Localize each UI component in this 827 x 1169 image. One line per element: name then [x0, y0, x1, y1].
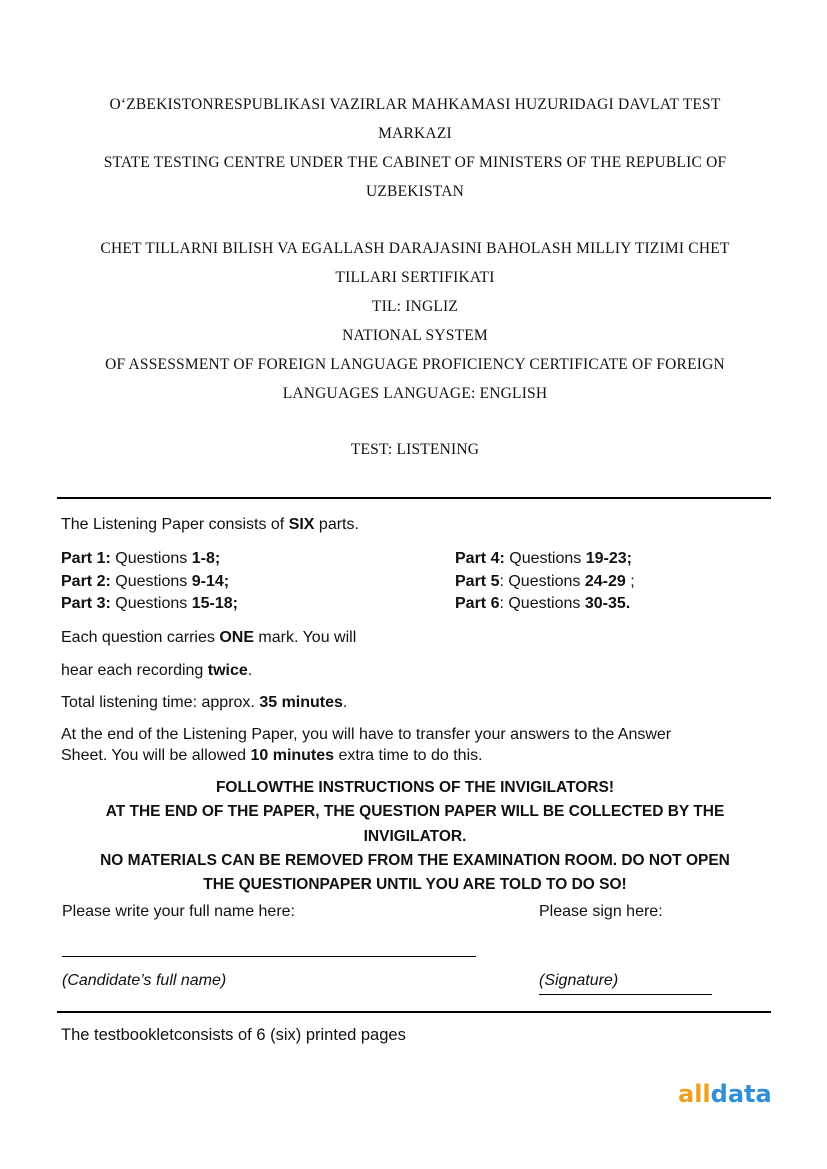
- part-range: 30-35.: [584, 595, 631, 612]
- part-text: Questions: [110, 572, 192, 590]
- transfer-info: [61, 724, 771, 766]
- twice-suffix: .: [247, 662, 253, 679]
- part-label: Part 6: [455, 595, 500, 612]
- transfer-time: 10 minutes: [250, 747, 335, 764]
- parts-column-left: [61, 548, 238, 616]
- test-title-block: [50, 435, 780, 464]
- part-item: [61, 548, 238, 571]
- intro-suffix: parts.: [314, 516, 359, 533]
- marks-value: ONE: [219, 629, 254, 646]
- part-item: [61, 593, 238, 616]
- intro-part-count: SIX: [288, 516, 315, 533]
- part-range: 1-8;: [191, 550, 221, 567]
- recording-info: [61, 661, 252, 681]
- marks-info: [61, 628, 356, 648]
- invigilator-warnings: [60, 776, 770, 897]
- twice-value: twice: [207, 662, 248, 679]
- twice-prefix: hear each recording: [61, 662, 208, 679]
- marks-prefix: Each question carries: [61, 629, 220, 646]
- header-en-line-2: UZBEKISTAN: [365, 183, 465, 200]
- header-uz-line-2: MARKAZI: [378, 125, 452, 142]
- part-text: : Questions: [499, 595, 585, 612]
- part-item: [61, 571, 238, 594]
- cert-line-1: CHET TILLARNI BILISH VA EGALLASH DARAJASINI BAHOLASH MILLIY TIZIMI CHET: [100, 240, 730, 257]
- transfer-suffix: extra time to do this.: [334, 747, 483, 764]
- part-range: 19-23;: [585, 550, 632, 567]
- part-tail: ;: [625, 572, 635, 590]
- alldata-logo: [678, 1080, 772, 1108]
- part-label: Part 2:: [61, 572, 111, 590]
- bottom-divider: [57, 1011, 771, 1013]
- signature-caption: (Signature): [539, 972, 619, 989]
- warning-line-5: THE QUESTIONPAPER UNTIL YOU ARE TOLD TO DO SO!: [203, 876, 627, 894]
- header-uz-line-1: O‘ZBEKISTONRESPUBLIKASI VAZIRLAR MAHKAMASI HUZURIDAGI DAVLAT TEST: [109, 96, 721, 113]
- name-prompt: Please write your full name here:: [62, 903, 295, 920]
- top-divider: [57, 497, 771, 499]
- part-label: Part 5: [455, 572, 500, 590]
- time-suffix: .: [342, 694, 348, 711]
- document-header: [50, 90, 780, 206]
- part-text: : Questions: [499, 572, 585, 590]
- cert-line-3: TIL: INGLIZ: [371, 298, 459, 315]
- transfer-line-2: [61, 745, 771, 766]
- cert-line-5: OF ASSESSMENT OF FOREIGN LANGUAGE PROFICIENCY CERTIFICATE OF FOREIGN: [105, 356, 725, 373]
- part-label: Part 3:: [61, 595, 111, 612]
- parts-column-right: [455, 548, 635, 616]
- time-value: 35 minutes: [259, 694, 343, 711]
- marks-suffix: mark. You will: [253, 629, 357, 646]
- signature-field[interactable]: [539, 994, 712, 995]
- warning-line-1: FOLLOWTHE INSTRUCTIONS OF THE INVIGILATORS!: [215, 779, 615, 796]
- part-range: 15-18;: [191, 595, 238, 612]
- full-name-field[interactable]: [62, 956, 476, 957]
- transfer-prefix: Sheet. You will be allowed: [61, 747, 251, 764]
- pages-note: The testbookletconsists of 6 (six) printed pages: [61, 1026, 406, 1044]
- part-text: Questions: [110, 595, 192, 612]
- part-label: Part 4:: [455, 550, 505, 567]
- part-item: [455, 571, 635, 594]
- logo-text-all: all: [678, 1080, 711, 1108]
- cert-line-4: NATIONAL SYSTEM: [342, 327, 488, 344]
- part-text: Questions: [504, 550, 586, 567]
- cert-line-2: TILLARI SERTIFIKATI: [335, 269, 495, 286]
- intro-prefix: The Listening Paper consists of: [61, 516, 289, 533]
- transfer-line-1: At the end of the Listening Paper, you will have to transfer your answers to the Answer: [61, 726, 672, 743]
- time-info: [61, 693, 347, 713]
- part-item: [455, 593, 635, 616]
- intro-text: [61, 515, 359, 535]
- warning-line-4: NO MATERIALS CAN BE REMOVED FROM THE EXAMINATION ROOM. DO NOT OPEN: [100, 851, 730, 869]
- header-en-line-1: STATE TESTING CENTRE UNDER THE CABINET OF MINISTERS OF THE REPUBLIC OF: [103, 154, 727, 171]
- name-caption: (Candidate’s full name): [62, 972, 227, 989]
- logo-text-data: data: [710, 1080, 772, 1108]
- part-range: 24-29: [584, 572, 626, 590]
- certificate-header: [50, 234, 780, 408]
- warning-line-3: INVIGILATOR.: [363, 827, 467, 845]
- test-title: TEST: LISTENING: [350, 441, 480, 458]
- time-prefix: Total listening time: approx.: [61, 694, 260, 711]
- sign-prompt: Please sign here:: [539, 903, 663, 920]
- part-range: 9-14;: [191, 572, 230, 590]
- cert-line-6: LANGUAGES LANGUAGE: ENGLISH: [282, 385, 548, 402]
- warning-line-2: AT THE END OF THE PAPER, THE QUESTION PAPER WILL BE COLLECTED BY THE: [105, 803, 725, 821]
- part-label: Part 1:: [61, 550, 111, 567]
- part-text: Questions: [110, 550, 192, 567]
- part-item: [455, 548, 635, 571]
